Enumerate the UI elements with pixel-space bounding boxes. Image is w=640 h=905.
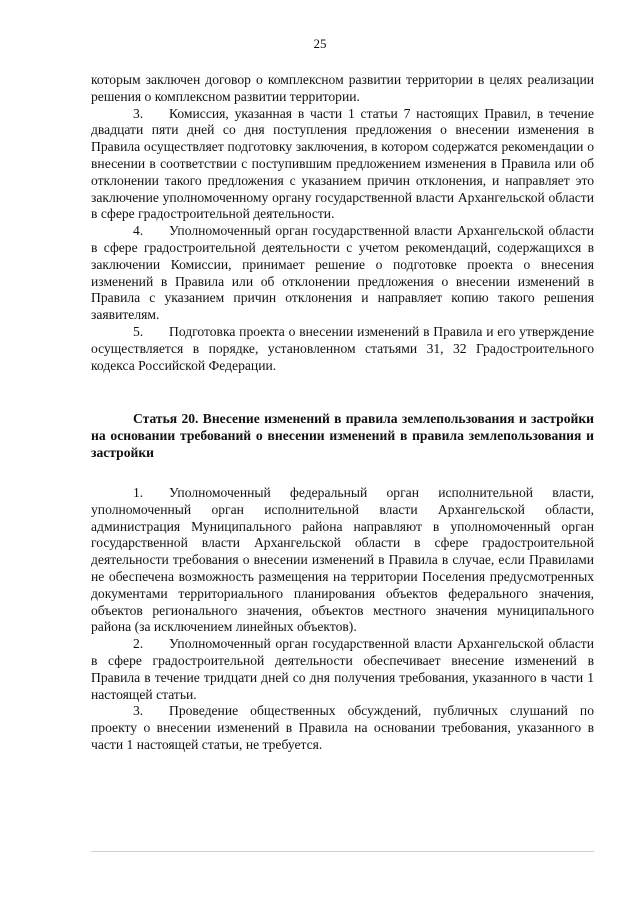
section-bottom: [91, 485, 594, 754]
section-top: [91, 72, 594, 374]
clause-3: [91, 106, 594, 224]
page-number: 25: [313, 36, 327, 51]
clause-number: 5.: [133, 323, 144, 339]
article-20-clause-1: [91, 485, 594, 636]
continuation-paragraph: которым заключен договор о комплексном развитии территории в целях реализации решения о комплексном развитии территории.: [91, 72, 594, 104]
article-20-heading: Статья 20. Внесение изменений в правила землепользования и застройки на основании требований о внесении изменений в правила землепользования и застройки: [91, 411, 594, 460]
clause-text: Уполномоченный федеральный орган исполнительной власти, уполномоченный орган исполнительной власти Архангельской области, администрация Муниципального района направляют в уполномоченный орган государственной власти Архангельской области в сфере градостроительной деятельности требования о внесении изменений в Правила в случае, если Правилами не обеспечена возможность размещения на территории Поселения предусмотренных документами территориального планирования объектов федерального значения, объектов регионального значения, объектов местного значения муниципального района (за исключением линейных объектов).: [91, 485, 594, 635]
clause-text: Проведение общественных обсуждений, публичных слушаний по проекту о внесении изменений в Правила на основании требования, указанного в части 1 настоящей статьи, не требуется.: [91, 703, 594, 752]
clause-4: [91, 223, 594, 324]
clause-5: [91, 324, 594, 374]
clause-text: Комиссия, указанная в части 1 статьи 7 настоящих Правил, в течение двадцати пяти дней со дня поступления предложения о внесении изменения в Правила осуществляет подготовку заключения, в котором содержатся рекомендации о внесении в соответствии с поступившим предложением изменения в Правила или об отклонении такого предложения с указанием причин отклонения, и направляет это заключение уполномоченному органу государственной власти Архангельской области в сфере градостроительной деятельности.: [91, 105, 594, 222]
clause-number: 3.: [133, 703, 144, 719]
clause-number: 1.: [133, 485, 144, 500]
clause-text: Подготовка проекта о внесении изменений в Правила и его утверждение осуществляется в порядке, установленном статьями 31, 32 Градостроительного кодекса Российской Федерации.: [91, 323, 594, 373]
clause-number: 2.: [133, 636, 144, 652]
article-20-clause-3: [91, 703, 594, 753]
clause-number: 4.: [133, 223, 144, 239]
clause-text: Уполномоченный орган государственной власти Архангельской области в сфере градостроительной деятельности обеспечивает внесение изменений в Правила в течение тридцати дней со дня получения требования, указанного в части 1 настоящей статьи.: [91, 636, 594, 702]
article-20-clause-2: [91, 636, 594, 703]
article-heading-block: [91, 411, 594, 461]
footer-divider: [91, 851, 594, 852]
clause-number: 3.: [133, 105, 144, 121]
clause-text: Уполномоченный орган государственной власти Архангельской области в сфере градостроительной деятельности с учетом рекомендаций, содержащихся в заключении Комиссии, принимает решение о подготовке проекта о внесения изменений в Правила или об отклонении предложения о внесении изменений в Правила с указанием причин отклонения и направляет копию такого решения заявителям.: [91, 223, 594, 323]
